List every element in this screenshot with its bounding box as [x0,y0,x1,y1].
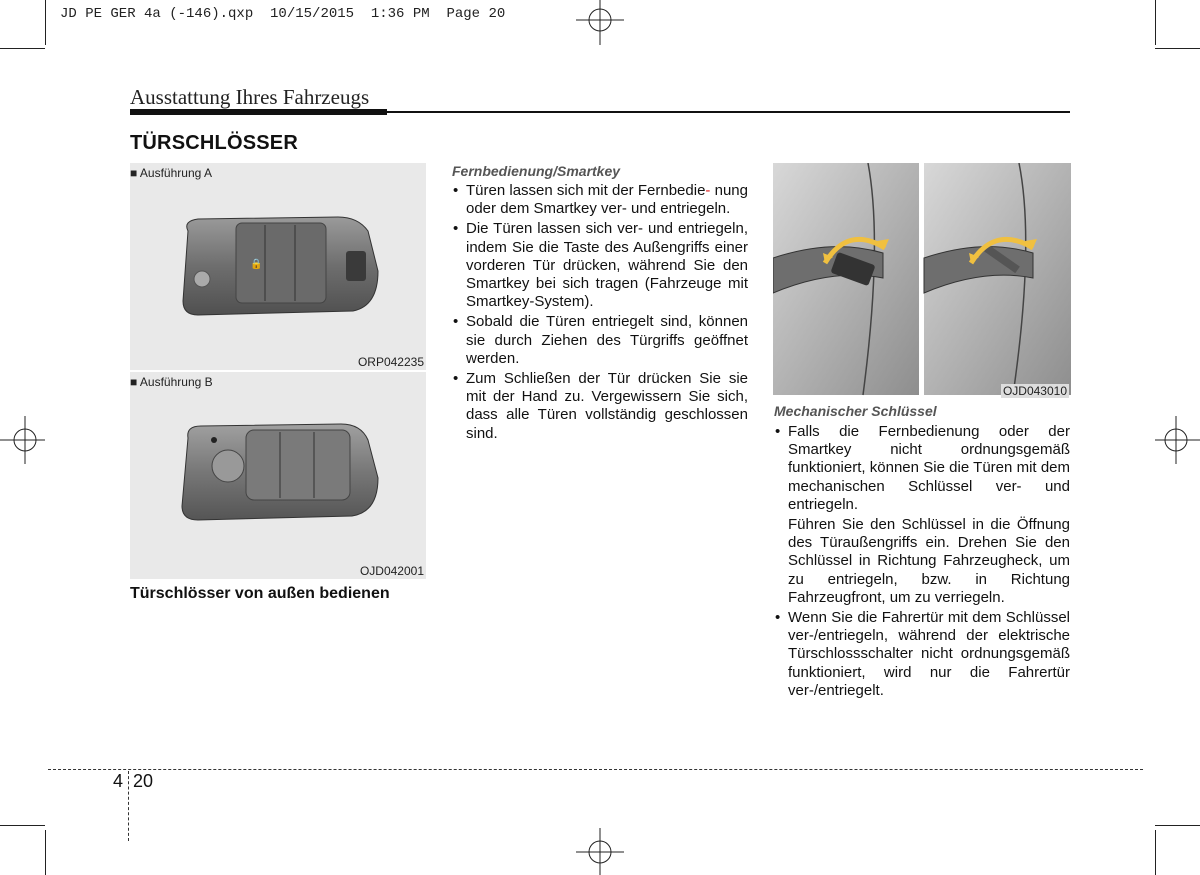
registration-mark-right [1155,410,1200,470]
mechanical-text [774,423,1070,702]
print-slug: JD PE GER 4a (-146).qxp 10/15/2015 1:36 PM Page 20 [60,6,506,22]
list-item: • Sobald die Türen entriegelt sind, können sie durch Ziehen des Türgriffs geöffnet werden. [452,313,748,368]
list-item: • Die Türen lassen sich ver- und entriegeln, indem Sie die Taste des Außengriffs einer vorderen Tür drücken, während Sie den Smartkey bei sich tragen (Fahrzeuge mit Smartkey-System). [452,220,748,311]
page-title: TÜRSCHLÖSSER [130,132,298,154]
figure-caption: Türschlösser von außen bedienen [130,585,390,602]
list-item: • Wenn Sie die Fahrertür mit dem Schlüssel ver-/entriegeln, während der elektrische Türschlossschalter nicht ordnungsgemäß funktioniert, wird nur die Fahrertür ver-/entriegelt. [774,609,1070,700]
door-handle-illustration [773,163,1071,400]
remote-heading: Fernbedienung/Smartkey [452,163,621,179]
figure-door-lock [773,163,1071,400]
svg-text:🔒: 🔒 [250,259,263,270]
header-rule [130,109,1070,115]
list-item: • Türen lassen sich mit der Fernbedie- nung oder dem Smartkey ver- und entriegeln. [452,182,748,218]
registration-mark-bottom [570,828,630,875]
figure-key-variant-b [130,372,426,579]
figure-code: ORP042235 [357,355,424,369]
figure-variant-label: ■ Ausführung A [130,166,212,180]
smartkey-a-illustration [178,211,388,323]
remote-text [452,182,748,445]
list-item: • Falls die Fernbedienung oder der Smartkey nicht ordnungsgemäß funktioniert, können Sie die Türen mit dem mechanischen Schlüssel ver- und entriegeln. [774,423,1070,514]
registration-mark-top [570,0,630,48]
figure-variant-label: ■ Ausführung B [130,375,213,389]
mechanical-heading: Mechanischer Schlüssel [774,403,937,419]
page-number: 4 20 [113,771,154,791]
section-header: Ausstattung Ihres Fahrzeugs [130,85,370,109]
registration-mark-left [0,410,45,470]
figure-code: OJD042001 [359,564,424,578]
figure-code: OJD043010 [1002,384,1067,398]
list-item: • Zum Schließen der Tür drücken Sie sie mit der Hand zu. Vergewissern Sie sich, dass alle Türen vollständig geschlossen sind. [452,370,748,443]
smartkey-b-illustration [176,416,386,528]
list-item-continuation: Führen Sie den Schlüssel in die Öffnung des Türaußengriffs ein. Drehen Sie den Schlüssel in Richtung Fahrzeugheck, um zu entriegeln, bzw. in Richtung Fahrzeugfront, um zu verriegeln. [788,516,1070,606]
footer-rule [48,769,1143,770]
figure-key-variant-a [130,163,426,370]
